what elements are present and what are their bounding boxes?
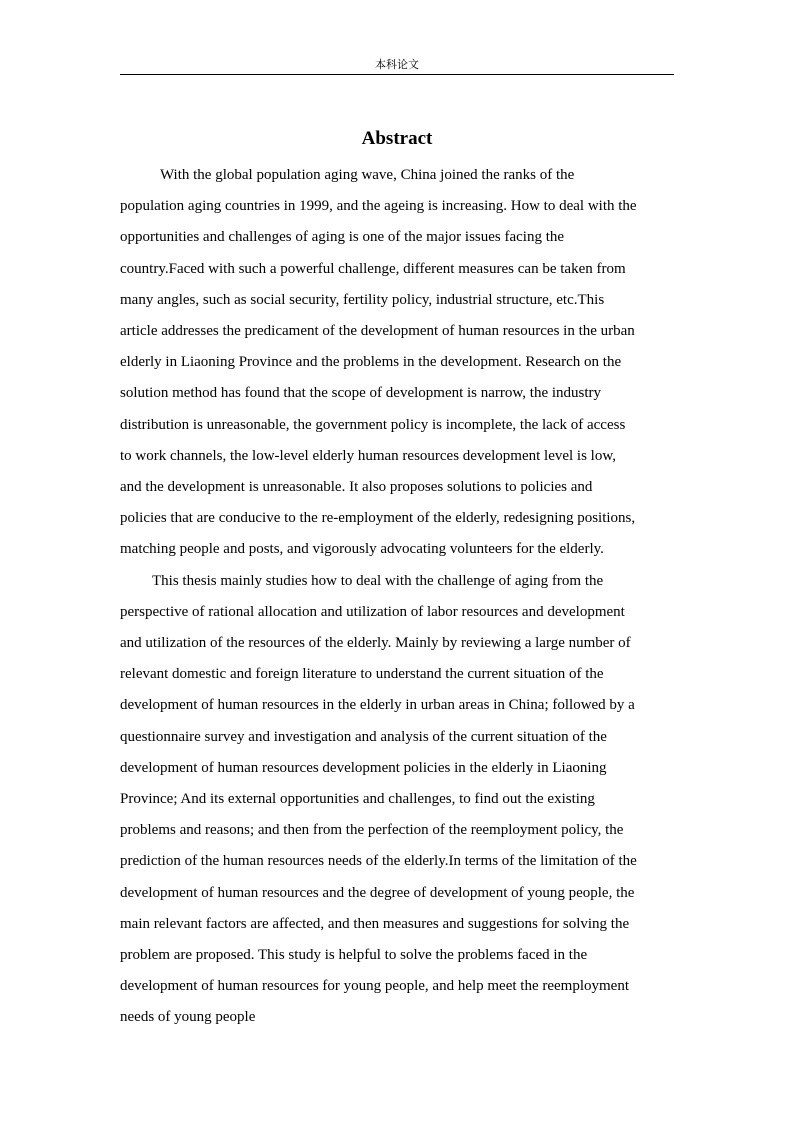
paragraph-line: policies that are conducive to the re-employment of the elderly, redesigning positions, [120, 510, 636, 527]
paragraph-line: distribution is unreasonable, the government policy is incomplete, the lack of access [120, 416, 626, 433]
paragraph-line: population aging countries in 1999, and the ageing is increasing. How to deal with the [120, 198, 637, 215]
header-rule [120, 74, 674, 75]
abstract-title: Abstract [361, 128, 433, 149]
paragraph-line: needs of young people [120, 1009, 256, 1026]
paragraph-line: problems and reasons; and then from the perfection of the reemployment policy, the [120, 822, 624, 839]
abstract-body [120, 160, 674, 1034]
paragraph-line: questionnaire survey and investigation and analysis of the current situation of the [120, 728, 607, 745]
paragraph-line: development of human resources and the degree of development of young people, the [120, 884, 635, 901]
paragraph-line: This thesis mainly studies how to deal with the challenge of aging from the [152, 572, 604, 589]
paragraph-line: many angles, such as social security, fertility policy, industrial structure, etc.This [120, 291, 605, 308]
paragraph-line: Province; And its external opportunities and challenges, to find out the existing [120, 791, 595, 808]
paragraph-line: With the global population aging wave, China joined the ranks of the [160, 167, 575, 183]
abstract-paragraph [120, 160, 674, 566]
paragraph-line: country.Faced with such a powerful challenge, different measures can be taken from [120, 260, 626, 277]
paragraph-line: development of human resources for young people, and help meet the reemployment [120, 978, 630, 995]
paragraph-line: development of human resources in the elderly in urban areas in China; followed by a [120, 697, 635, 714]
paragraph-line: development of human resources development policies in the elderly in Liaoning [120, 759, 607, 776]
paragraph-line: elderly in Liaoning Province and the problems in the development. Research on the [120, 354, 622, 371]
running-header: 本科论文 [375, 58, 419, 71]
paragraph-line: matching people and posts, and vigorously advocating volunteers for the elderly. [120, 541, 604, 558]
paragraph-line: to work channels, the low-level elderly human resources development level is low, [120, 447, 616, 464]
paragraph-line: opportunities and challenges of aging is one of the major issues facing the [120, 229, 565, 246]
paragraph-line: and the development is unreasonable. It also proposes solutions to policies and [120, 479, 593, 496]
paragraph-line: problem are proposed. This study is helpful to solve the problems faced in the [120, 947, 588, 964]
abstract-paragraph [120, 566, 674, 1034]
paragraph-line: main relevant factors are affected, and then measures and suggestions for solving the [120, 915, 630, 932]
paragraph-line: perspective of rational allocation and utilization of labor resources and development [120, 603, 625, 620]
paragraph-line: prediction of the human resources needs of the elderly.In terms of the limitation of the [120, 853, 637, 870]
paragraph-line: and utilization of the resources of the elderly. Mainly by reviewing a large number of [120, 635, 631, 652]
paragraph-line: article addresses the predicament of the development of human resources in the urban [120, 323, 635, 340]
paragraph-line: relevant domestic and foreign literature to understand the current situation of the [120, 666, 604, 683]
paragraph-line: solution method has found that the scope of development is narrow, the industry [120, 385, 602, 402]
